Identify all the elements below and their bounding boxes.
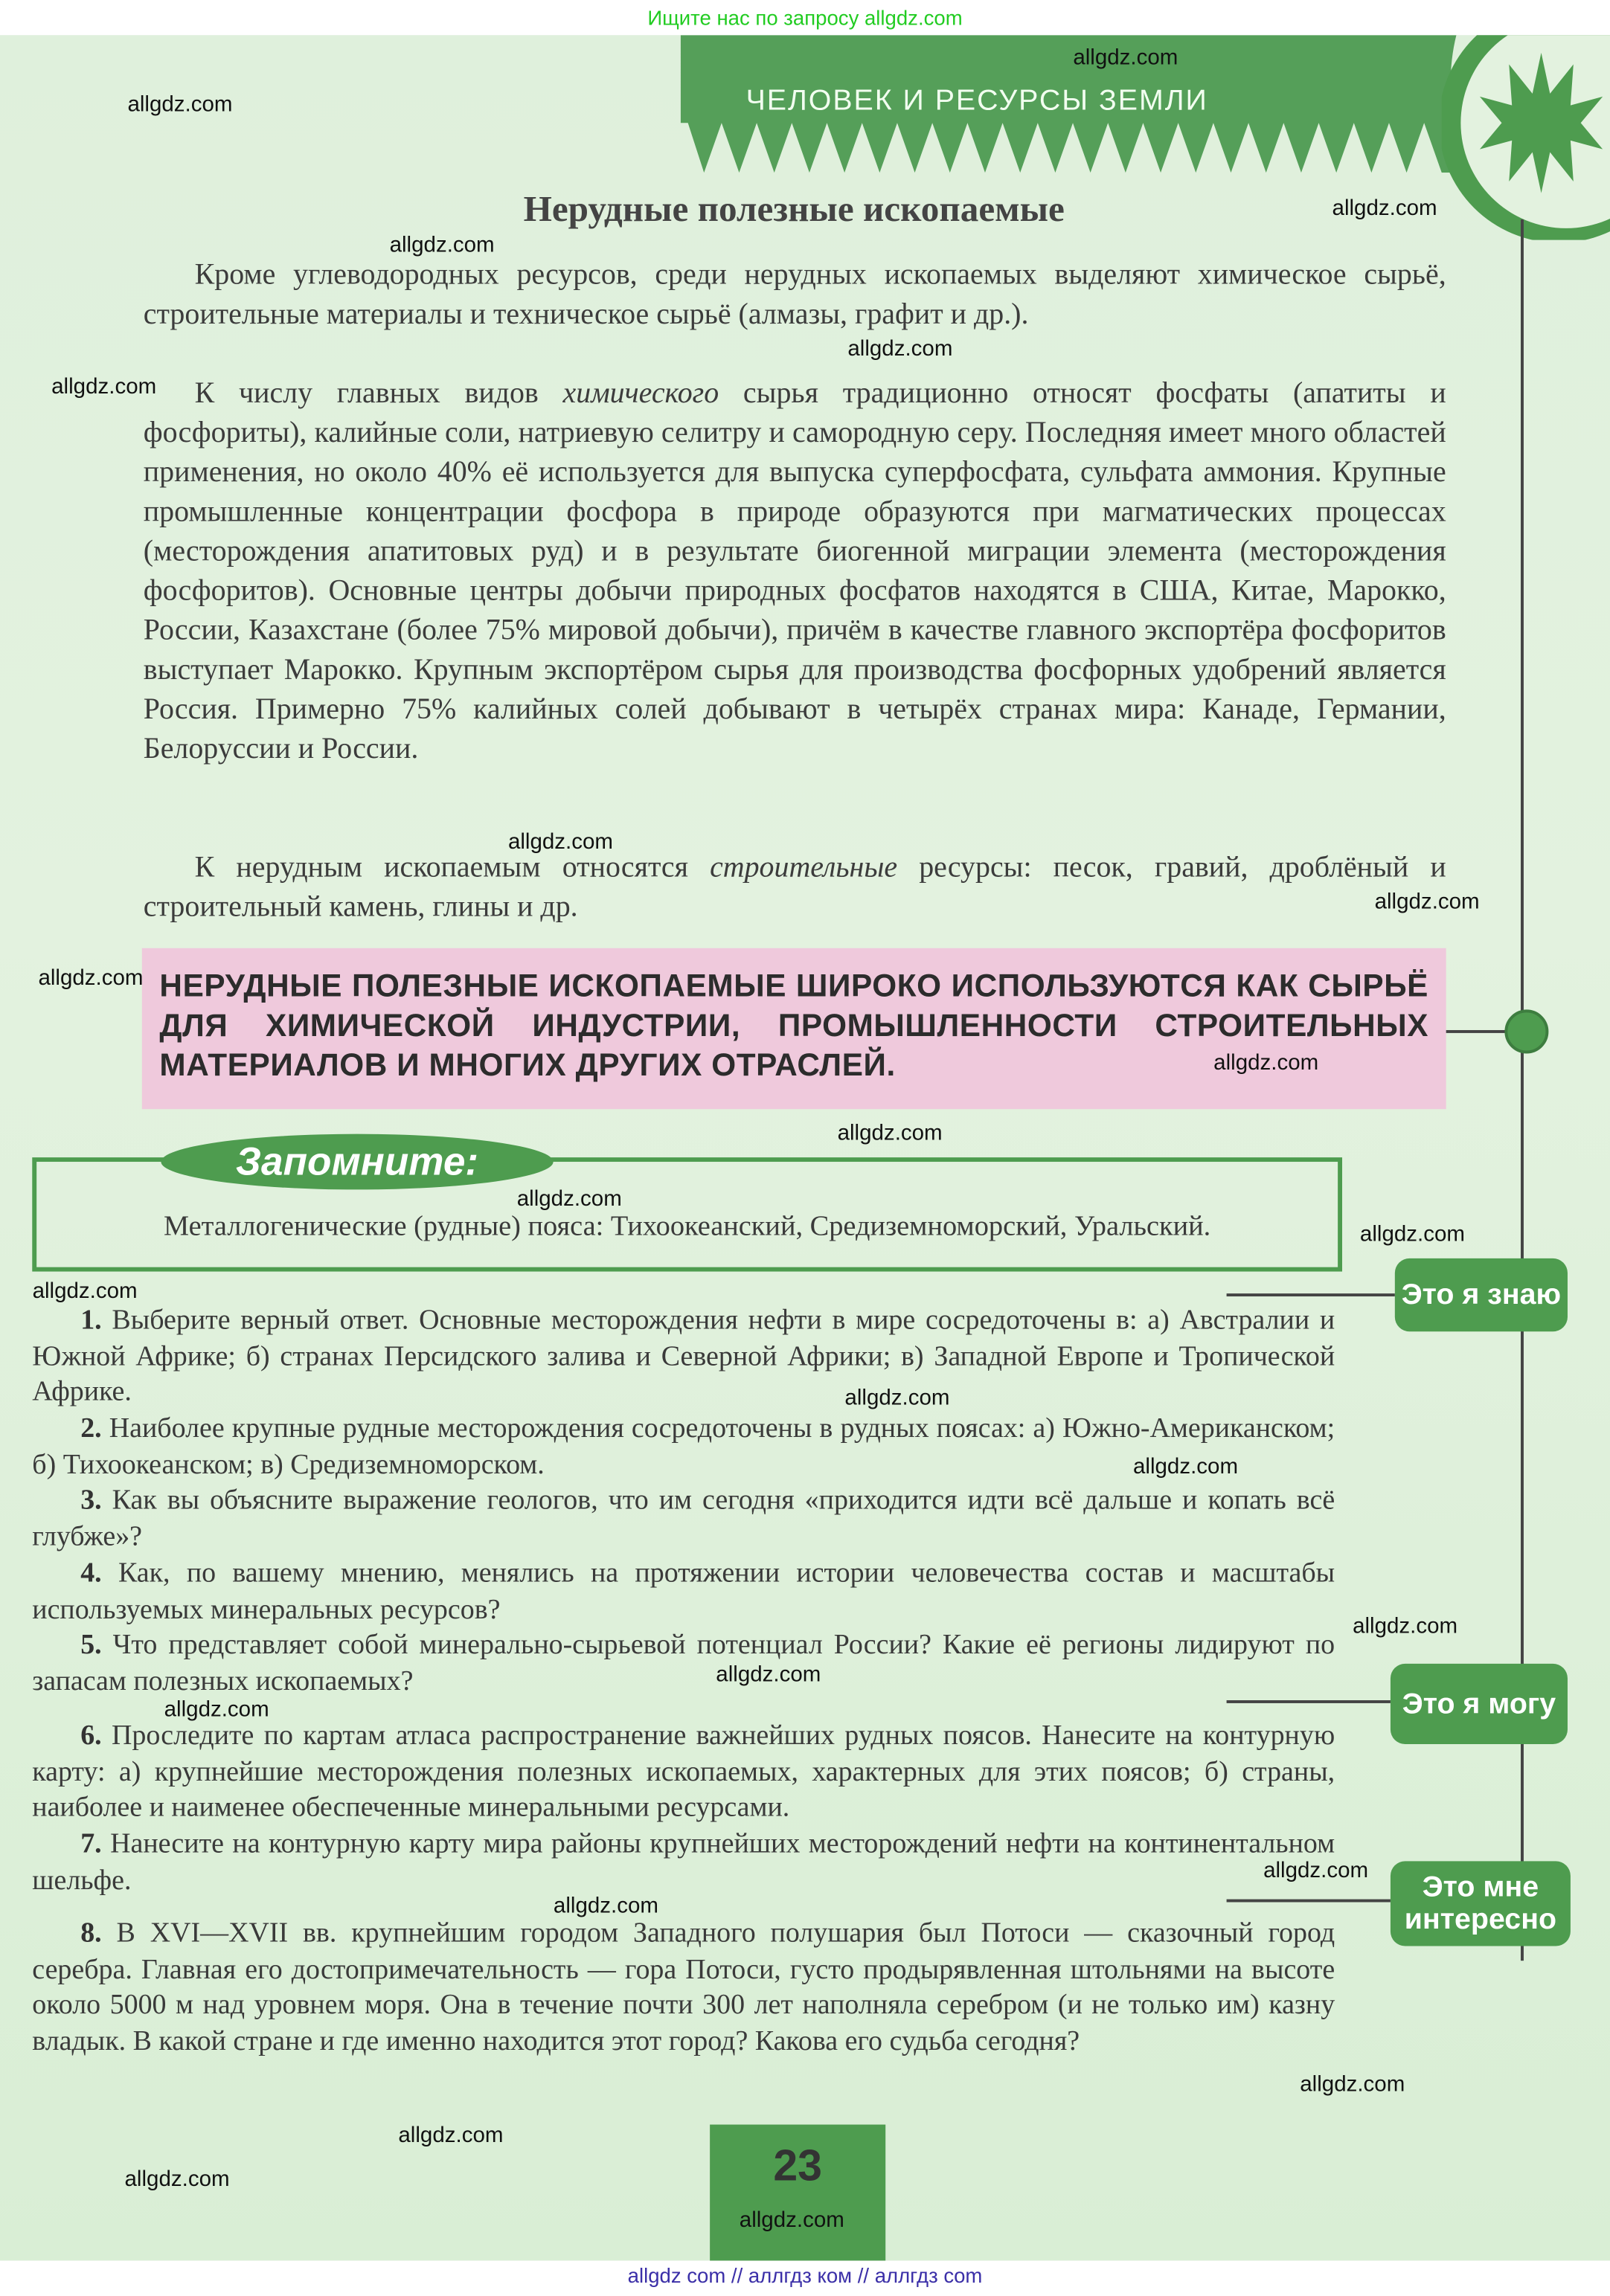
watermark: allgdz.com bbox=[1374, 890, 1480, 915]
key-point-box: НЕРУДНЫЕ ПОЛЕЗНЫЕ ИСКОПАЕМЫЕ ШИРОКО ИСПОЛЬЗУЮТСЯ КАК СЫРЬЁ ДЛЯ ХИМИЧЕСКОЙ ИНДУСТРИИ, ПРОМЫШЛЕННОСТИ СТРОИТЕЛЬНЫХ МАТЕРИАЛОВ И МНОГИХ ДРУГИХ ОТРАСЛЕЙ. bbox=[142, 948, 1446, 1109]
watermark: allgdz.com bbox=[164, 1697, 269, 1723]
question-number: 4. bbox=[80, 1558, 102, 1589]
question-text: Выберите верный ответ. Основные месторождения нефти в мире сосредоточены в: а) Австралии и Южной Африке; б) странах Персидского залива и Северной Африки; в) Западной Европе и Тропической Африке. bbox=[32, 1305, 1335, 1408]
question-text: Проследите по картам атласа распространение важнейших рудных поясов. Нанесите на контурную карту: а) крупнейшие месторождения полезных ископаемых, характерных для этих поясов; б) страны, наиболее и наименее обеспеченные минеральными ресурсами. bbox=[32, 1720, 1335, 1824]
question-text: Нанесите на контурную карту мира районы крупнейших месторождений нефти на континентальном шельфе. bbox=[32, 1829, 1335, 1896]
connector-line bbox=[1446, 1030, 1508, 1033]
watermark: allgdz.com bbox=[127, 91, 233, 118]
article-title: Нерудные полезные ископаемые bbox=[523, 190, 1065, 230]
text: ресурсы: песок, гравий, дроблёный и строительный камень, глины и др. bbox=[143, 851, 1446, 924]
question-number: 8. bbox=[80, 1918, 102, 1949]
watermark: allgdz.com bbox=[847, 336, 953, 361]
question-1 bbox=[32, 1304, 1335, 1412]
watermark: allgdz.com bbox=[716, 1662, 821, 1688]
question-number: 1. bbox=[80, 1305, 102, 1337]
watermark: allgdz.com bbox=[1300, 2071, 1405, 2097]
section-title: ЧЕЛОВЕК И РЕСУРСЫ ЗЕМЛИ bbox=[745, 85, 1208, 118]
watermark: allgdz.com bbox=[739, 2207, 844, 2234]
watermark: allgdz.com bbox=[1073, 45, 1178, 71]
question-4 bbox=[32, 1557, 1335, 1629]
watermark: allgdz.com bbox=[398, 2123, 504, 2148]
paragraph-1: Кроме углеводородных ресурсов, среди нерудных ископаемых выделяют химическое сырьё, строительные материалы и техническое сырьё (алмазы, графит и др.). bbox=[143, 259, 1446, 331]
page-number: 23 bbox=[710, 2125, 885, 2261]
remember-label: Запомните: bbox=[161, 1134, 553, 1190]
question-text: В XVI—XVII вв. крупнейшим городом Западного полушария был Потоси — сказочный город серебра. Главная его достопримечательность — гора Потоси, густо продырявленная штольнями на высоте около 5000 м над уровнем моря. Она в течение почти 300 лет наполняла серебром (и не только им) казну владык. В какой стране и где именно находится этот город? Какова его судьба сегодня? bbox=[32, 1918, 1335, 2057]
question-6 bbox=[32, 1720, 1335, 1827]
timeline-dot-icon bbox=[1504, 1009, 1548, 1053]
question-number: 7. bbox=[80, 1829, 102, 1860]
watermark: allgdz.com bbox=[32, 1279, 138, 1304]
watermark: allgdz.com bbox=[553, 1893, 658, 1919]
question-text: Как вы объясните выражение геологов, что им сегодня «приходится идти всё дальше и копать всё глубже»? bbox=[32, 1485, 1335, 1552]
tab-this-i-can[interactable]: Это я могу bbox=[1391, 1664, 1568, 1744]
question-text: Наиболее крупные рудные месторождения сосредоточены в рудных поясах: а) Южно-Американском; б) Тихоокеанском; в) Средиземноморском. bbox=[32, 1413, 1335, 1481]
watermark: allgdz.com bbox=[516, 1186, 622, 1212]
watermark: allgdz.com bbox=[1332, 196, 1437, 222]
paragraph-3 bbox=[144, 849, 1446, 927]
watermark: allgdz.com bbox=[1353, 1613, 1458, 1639]
watermark: allgdz.com bbox=[38, 965, 144, 991]
top-banner[interactable]: Ищите нас по запросу allgdz.com bbox=[0, 0, 1610, 35]
watermark: allgdz.com bbox=[837, 1120, 943, 1146]
bottom-banner[interactable]: allgdz com // аллгдз ком // аллгдз com bbox=[0, 2260, 1610, 2295]
text: К нерудным ископаемым относятся bbox=[194, 851, 711, 884]
question-number: 3. bbox=[80, 1485, 102, 1517]
emphasis: химического bbox=[562, 377, 719, 410]
connector-line bbox=[1227, 1293, 1395, 1296]
question-7 bbox=[32, 1827, 1335, 1900]
question-number: 2. bbox=[80, 1413, 102, 1444]
connector-line bbox=[1227, 1700, 1391, 1703]
question-number: 5. bbox=[80, 1630, 102, 1661]
text: сырья традиционно относят фосфаты (апатиты и фосфориты), калийные соли, натриевую селитру и самородную серу. Последняя имеет много областей применения, но около 40% её используется для выпуска суперфосфата, сульфата аммония. Крупные промышленные концентрации фосфора в природе образуются при магматических процессах (месторождения апатитовых руд) и в результате биогенной миграции элемента (месторождения фосфоритов). Основные центры добычи природных фосфатов находятся в США, Китае, Марокко, России, Казахстане (более 75% мировой добычи), причём в качестве главного экспортёра фосфоритов выступает Марокко. Крупным экспортёром сырья для производства фосфорных удобрений является Россия. Примерно 75% калийных солей добывают в четырёх странах мира: Канаде, Германии, Белоруссии и России. bbox=[143, 377, 1446, 765]
watermark: allgdz.com bbox=[51, 374, 157, 400]
watermark: allgdz.com bbox=[1263, 1858, 1369, 1883]
watermark: allgdz.com bbox=[507, 829, 614, 855]
question-5 bbox=[32, 1629, 1335, 1701]
watermark: allgdz.com bbox=[389, 232, 495, 258]
paragraph-2 bbox=[144, 375, 1446, 770]
watermark: allgdz.com bbox=[124, 2167, 230, 2193]
question-number: 6. bbox=[80, 1720, 102, 1752]
watermark: allgdz.com bbox=[1213, 1050, 1319, 1075]
emphasis: строительные bbox=[710, 851, 898, 884]
connector-line bbox=[1227, 1900, 1391, 1903]
watermark: allgdz.com bbox=[1132, 1454, 1239, 1479]
watermark: allgdz.com bbox=[1359, 1221, 1465, 1247]
question-text: Что представляет собой минерально-сырьевой потенциал России? Какие её регионы лидируют по запасам полезных ископаемых? bbox=[32, 1630, 1335, 1697]
watermark: allgdz.com bbox=[844, 1386, 950, 1411]
remember-text: Металлогенические (рудные) пояса: Тихоокеанский, Средиземноморский, Уральский. bbox=[163, 1211, 1211, 1243]
text: К числу главных видов bbox=[194, 377, 563, 410]
question-text: Как, по вашему мнению, менялись на протяжении истории человечества состав и масштабы используемых минеральных ресурсов? bbox=[32, 1558, 1335, 1625]
question-3 bbox=[32, 1484, 1335, 1556]
question-8 bbox=[32, 1917, 1335, 2061]
tab-this-i-know[interactable]: Это я знаю bbox=[1395, 1258, 1568, 1331]
tab-this-is-interesting[interactable]: Это мне интересно bbox=[1391, 1861, 1571, 1946]
